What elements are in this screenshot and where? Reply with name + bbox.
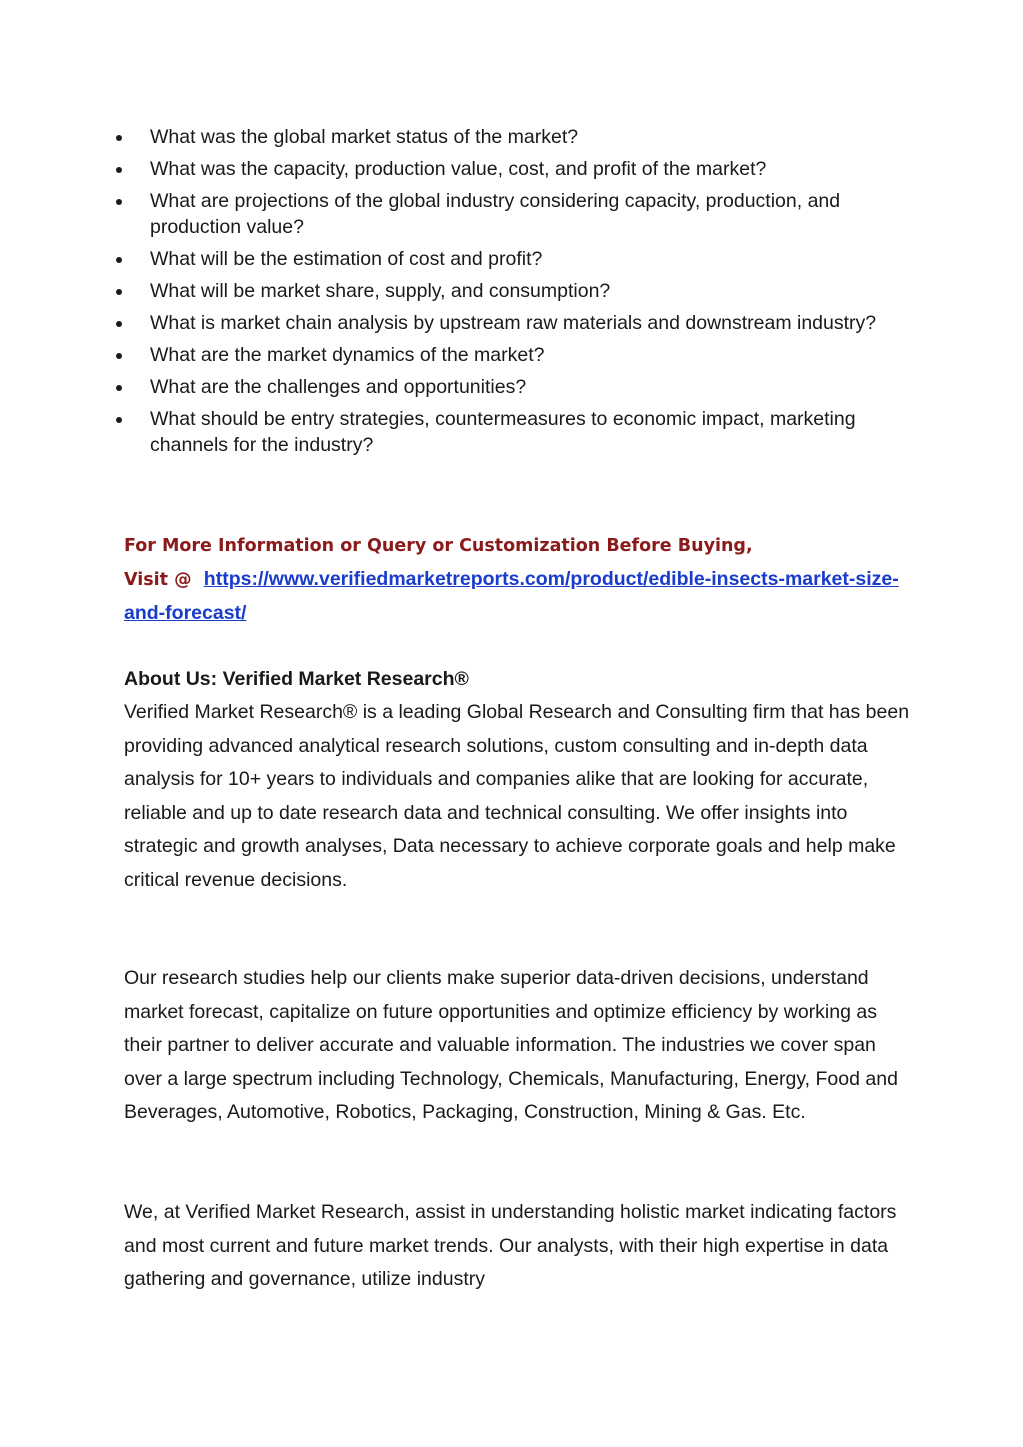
bullet-icon xyxy=(116,417,122,423)
question-text: What are projections of the global industry considering capacity, production, and production value? xyxy=(150,190,841,238)
about-paragraph: Verified Market Research® is a leading Global Research and Consulting firm that has been providing advanced analytical research solutions, custom consulting and in-depth data analysis for 10+ years to individuals and companies alike that are looking for accurate, reliable and up to date research data and technical consulting. We offer insights into strategic and growth analyses, Data necessary to achieve corporate goals and help make critical revenue decisions. xyxy=(124,701,910,891)
visit-label: Visit @ xyxy=(124,570,192,590)
cta-block xyxy=(124,530,914,631)
list-item xyxy=(113,406,913,458)
about-paragraph: Our research studies help our clients make superior data-driven decisions, understand market forecast, capitalize on future opportunities and optimize efficiency by working as their partner to deliver accurate and valuable information. The industries we cover span over a large spectrum including Technology, Chemicals, Manufacturing, Energy, Food and Beverages, Automotive, Robotics, Packaging, Construction, Mining & Gas. Etc. xyxy=(124,967,898,1124)
list-item xyxy=(113,188,913,240)
cta-text: For More Information or Query or Customization Before Buying, xyxy=(124,536,753,556)
question-text: What was the global market status of the market? xyxy=(150,126,579,148)
question-text: What will be the estimation of cost and profit? xyxy=(150,248,543,270)
product-link[interactable]: https://www.verifiedmarketreports.com/product/edible-insects-market-size-and-forecast/ xyxy=(124,568,899,624)
bullet-icon xyxy=(116,385,122,391)
question-text: What was the capacity, production value, cost, and profit of the market? xyxy=(150,158,767,180)
list-item xyxy=(113,156,913,182)
bullet-icon xyxy=(116,321,122,327)
list-item xyxy=(113,246,913,272)
bullet-icon xyxy=(116,353,122,359)
bullet-icon xyxy=(116,199,122,205)
question-text: What will be market share, supply, and consumption? xyxy=(150,280,611,302)
bullet-icon xyxy=(116,167,122,173)
question-text: What is market chain analysis by upstream raw materials and downstream industry? xyxy=(150,312,877,334)
list-item xyxy=(113,310,913,336)
about-heading: About Us: Verified Market Research® xyxy=(124,668,469,690)
list-item xyxy=(113,124,913,150)
bullet-icon xyxy=(116,289,122,295)
bullet-icon xyxy=(116,135,122,141)
list-item xyxy=(113,342,913,368)
questions-list xyxy=(113,124,913,464)
about-paragraph: We, at Verified Market Research, assist in understanding holistic market indicating factors and most current and future market trends. Our analysts, with their high expertise in data gathering and governance, utilize industry xyxy=(124,1201,897,1291)
list-item xyxy=(113,278,913,304)
question-text: What are the market dynamics of the market? xyxy=(150,344,545,366)
list-item xyxy=(113,374,913,400)
bullet-icon xyxy=(116,257,122,263)
question-text: What are the challenges and opportunities? xyxy=(150,376,527,398)
question-text: What should be entry strategies, countermeasures to economic impact, marketing channels for the industry? xyxy=(150,408,856,456)
